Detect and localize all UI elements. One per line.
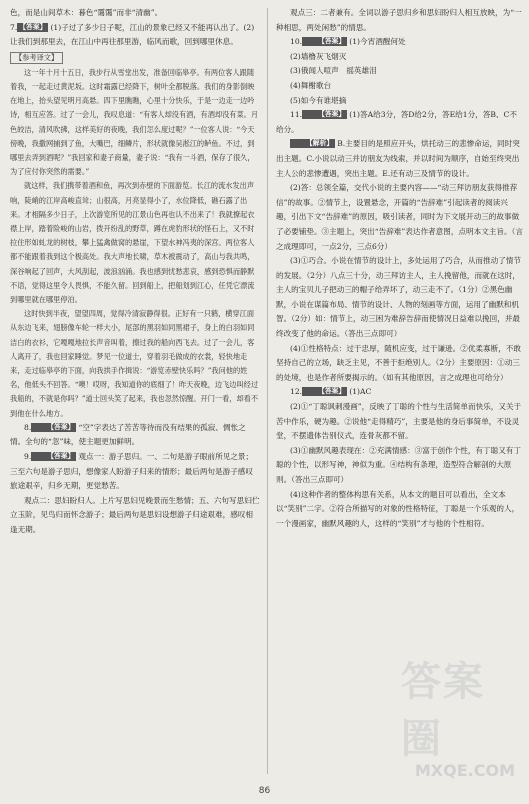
q12-label: 12. (290, 387, 303, 397)
q10-line: (1)今宵酒醒何处 (349, 37, 406, 47)
q11-analysis-text: B.主要目的是照应开头，烘托动三的悲惨命运，同时突出主题。C.小说以动三并访朋友为线索，并以时间为顺序，自始至终突出主人公的悲惨遭遇，突出主题。E.还有动三及情节的设计。 (276, 139, 520, 178)
translation-paragraph: 这时快到半夜，望望四周，觉得冷清寂静得很。正好有一只鹤，横穿江面从东边飞来，翅膀像车轮一样大小，尾部的黑羽如同黑裙子，身上的白羽如同洁白的衣衫，它嘎嘎地拉长声音叫着，擦过我的船向西飞去。过了一会儿，客人离开了，我也回家睡觉。梦见一位道士，穿着羽毛做成的衣裳，轻快地走来，走过临皋亭的下面，向我拱手作揖说：“游览赤壁快乐吗？”我问他的姓名，他低头不回答。“噢！哎呀，我知道你的底细了！昨天夜晚，边飞边叫经过我船的，不就是你吗？”道士回头笑了起来，我也忽然惊醒。开门一看，却看不到他在什么地方。 (10, 309, 259, 418)
left-column (10, 6, 260, 774)
q10 (276, 35, 523, 50)
watermark-logo: 答案圈 (401, 659, 485, 762)
q9-view2: 观点二：思妇盼归人。上片写思妇见晚景而生愁情；五、六句写思妇伫立玉阶，见鸟归而怀念游子；最后两句是思妇设想游子归途艰难，感叹相逢无期。 (10, 495, 260, 535)
q9-label: 9. (24, 452, 32, 462)
answer-tag: 【答案】 (31, 423, 76, 432)
q7 (10, 21, 260, 50)
q11-label: 11. (290, 110, 303, 120)
q12-part2: (2)①“丁聪讽刺漫画”，反映了丁聪的个性与生活简单而快乐，又关于苦中作乐，硬为趣。②说他“走得精巧”，主要是他的身后事简单，不设灵堂，不摆遗体告别仪式，连骨灰都不留。 (276, 402, 522, 441)
q8 (10, 421, 260, 450)
q8-label: 8. (24, 422, 32, 432)
analysis-tag: 【解析】 (290, 139, 335, 148)
answer-tag: 【答案】 (31, 452, 76, 461)
q12-part4: (4)这种作者的整体构思有关系，从本文的题目可以看出，全文本以“笑别”二字。②符合所描写的对象的性格特征，丁聪是一个乐观的人，一个漫画家，幽默风趣的人，这样的“笑别”才与他的个性相符。 (276, 489, 520, 528)
q10-line: (5)如今有谁堪摘 (290, 95, 347, 105)
translation-paragraph: 这一年十月十五日，我步行从雪堂出发，准备回临皋亭。有两位客人跟随着我，一起走过黄泥坂。这时霜露已经降下，树叶全都脱落。我们的身影倒映在地上，抬头望见明月高悬。四下里瞧瞧，心里十分快乐，于是一边走一边吟诗，相互应答。过了一会儿，我叹息道：“有客人却没有酒，有酒却没有菜。月色皎洁，清风吹拂，这样美好的夜晚，我们怎么度过呢？”一位客人说：“今天傍晚，我撒网捕到了鱼，大嘴巴，细鳞片，形状就像吴淞江的鲈鱼。不过，到哪里去弄到酒呢？”我回家和妻子商量，妻子说：“我有一斗酒，保存了很久，为了应付你突然的需要。” (10, 67, 259, 177)
q11-part3: (3)①巧合。小说在情节的设计上，多处运用了巧合，从而推动了情节的发展。（2分）八点三十分，动三拜访主人，主人挽留他，而就在这时，主人的宝贝儿子把动三的帽子给弄坏了，动三走不了。（1分）②黑色幽默，小说在谋篇布局、情节的设计、人物的刻画等方面，运用了幽默和机智。（2分）如：情节上，动三困为难辞告辞而使情况日益难以挽回，并最终改变了他的命运。（答出三点即可） (276, 256, 521, 339)
q11-part2: (2)答：总领全篇，交代小说的主要内容——“动三拜访朋友获得推荐信”的故事。②情节上，设置悬念，开篇的“告辞难”引起读者的阅读兴趣，引出下文“告辞难”的原因，吸引读者，同时为下文展开动三的故事做了必要铺垫。③主题上，突出“告辞难”表达作者意图，点明本文主旨。（言之成理即可，一点2分，三点6分） (276, 183, 523, 251)
translation-paragraph: 就这样，我们携带着酒和鱼，再次到赤壁的下面游览。长江的流水发出声响，陡峭的江岸高峻直耸；山很高，月亮显得小了，水位降低，礁石露了出来。才相隔多少日子，上次游览所见的江景山色再也认不出来了！我就撩起衣襟上岸，踏着险峻的山岩，拨开纷乱的野草，蹲在虎豹形状的怪石上，又不时拉住形如虬龙的树枝，攀上猛禽做窝的悬崖，下望水神冯夷的深宫。两位客人都不能跟着我到这个极高处。我大声地长啸，草木被震动了，高山与我共鸣，深谷响起了回声，大风刮起，波浪汹涌。我也感到忧愁悲哀，感到恐惧而静默不语，觉得这里令人畏惧，不能久留。回到船上，把船划到江心，任凭它漂流到哪里就在哪里停泊。 (10, 181, 255, 305)
page-number: 86 (258, 786, 271, 796)
q11-analysis (276, 137, 523, 181)
q11-score: (1)答A给3分，答D给2分，答E给1分，答B、C不给分。 (276, 110, 517, 134)
watermark-url: MXQE.COM (414, 761, 515, 780)
q11 (276, 108, 523, 137)
reference-translation-title: 【参考译文】 (10, 52, 63, 64)
column-divider (267, 8, 268, 774)
answer-tag: 【答案】 (19, 22, 47, 31)
q7-label: 7. (10, 22, 18, 32)
q12-answer: (1)AC (349, 387, 372, 397)
q12-part3: (3)①幽默风趣表现在：②充满情感：③富于创作个性，有丁聪又有丁聪的个性，以形写神，神似为重。④结构有条理，造型符合解剖的大原则。（答出三点即可） (276, 445, 521, 484)
q10-line: (4)舞榭歌台 (290, 80, 332, 90)
line-top: 色，而是山间草木：暮色“霭霭”而非“清幽”。 (10, 8, 163, 17)
q9-answer: 观点一：游子思归。一、二句是游子眼前所见之景；三至六句是游子思归，想像家人盼游子归来的情形；最后两句是游子感叹旅途艰辛，归乡无期，更觉愁苦。 (10, 452, 254, 491)
q9 (10, 450, 260, 494)
watermark (401, 659, 521, 792)
answer-tag: 【答案】 (302, 110, 347, 119)
q10-line: (2)墙橹灰飞烟灭 (290, 51, 347, 61)
translation (10, 66, 260, 421)
q12 (276, 385, 523, 400)
view3: 观点三：二者兼有。全词以游子思归乡和思妇盼归人相互放映，为“一种相思，两处闲愁”的情思。 (276, 8, 522, 32)
q7-answer: (1)子过了多少日子呢，江山的景象已经又不能再认出了。(2)让我们到那里去，在江山中再往那里游，临风而歌，回到哪里休息。 (10, 22, 255, 47)
q10-line: (3)俄闻人喧声 摇英雄泪 (290, 66, 377, 76)
q8-answer: “空”字表达了苦苦等待而没有结果的孤寂、惆怅之情。全句的“忽”味，使主题更加鲜明。 (10, 422, 246, 447)
answer-tag: 【答案】 (302, 387, 347, 396)
answer-tag: 【答案】 (302, 37, 347, 46)
q10-label: 10. (290, 37, 303, 47)
q11-part4: (4)①性格特点：过于忠厚，随机应变，过于谦逊。②优柔寡断，不敢坚持自己的立场，缺乏主见，不善于拒绝别人。（2分）主要原因：①动三的处境，也是作者所要揭示的。（如有其他原因，言之成理也可给分） (276, 343, 521, 382)
